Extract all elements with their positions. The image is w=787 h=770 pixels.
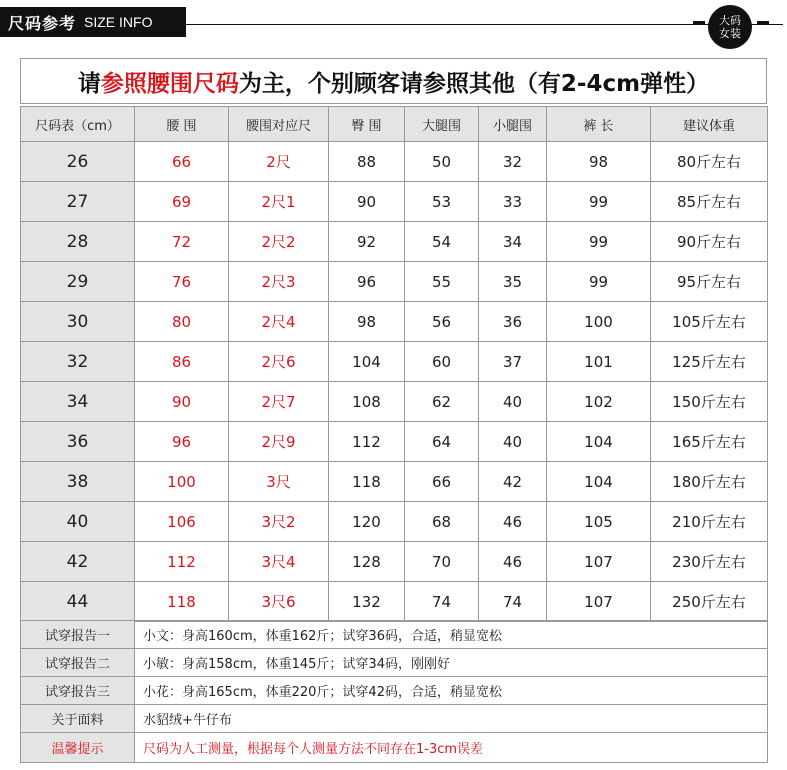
column-header: 裤 长 xyxy=(547,107,651,142)
table-row xyxy=(21,462,768,502)
table-cell: 2尺 xyxy=(229,142,329,182)
table-cell: 118 xyxy=(135,582,229,622)
column-header: 尺码表（cm） xyxy=(21,107,135,142)
page-header xyxy=(0,0,787,52)
table-cell: 98 xyxy=(547,142,651,182)
table-cell: 36 xyxy=(479,302,547,342)
table-cell: 100 xyxy=(547,302,651,342)
table-cell: 96 xyxy=(135,422,229,462)
table-row xyxy=(21,422,768,462)
table-cell: 132 xyxy=(329,582,405,622)
table-row xyxy=(21,142,768,182)
table-cell: 3尺 xyxy=(229,462,329,502)
note-value: 水貂绒+牛仔布 xyxy=(135,705,768,733)
note-value: 小花：身高165cm，体重220斤；试穿42码，合适，稍显宽松 xyxy=(135,677,768,705)
table-cell: 99 xyxy=(547,222,651,262)
table-cell: 150斤左右 xyxy=(651,382,768,422)
table-cell: 102 xyxy=(547,382,651,422)
column-header: 建议体重 xyxy=(651,107,768,142)
column-header: 大腿围 xyxy=(405,107,479,142)
note-label: 试穿报告一 xyxy=(21,621,135,649)
table-cell: 105斤左右 xyxy=(651,302,768,342)
note-label: 试穿报告二 xyxy=(21,649,135,677)
header-divider xyxy=(186,24,783,25)
section-title-en: SIZE INFO xyxy=(84,14,153,30)
note-row xyxy=(21,677,768,705)
table-cell: 2尺7 xyxy=(229,382,329,422)
note-value: 小文：身高160cm，体重162斤；试穿36码，合适，稍显宽松 xyxy=(135,621,768,649)
note-row xyxy=(21,649,768,677)
table-cell: 105 xyxy=(547,502,651,542)
category-badge xyxy=(708,5,752,49)
table-cell: 90斤左右 xyxy=(651,222,768,262)
note-value: 尺码为人工测量，根据每个人测量方法不同存在1-3cm误差 xyxy=(135,733,768,763)
notice-text-highlight: 参照腰围尺码 xyxy=(100,70,239,97)
column-header: 腰围对应尺 xyxy=(229,107,329,142)
table-row xyxy=(21,262,768,302)
table-cell: 112 xyxy=(329,422,405,462)
size-label-cell: 26 xyxy=(21,142,135,182)
table-cell: 90 xyxy=(135,382,229,422)
table-cell: 80斤左右 xyxy=(651,142,768,182)
table-cell: 120 xyxy=(329,502,405,542)
table-cell: 33 xyxy=(479,182,547,222)
table-cell: 99 xyxy=(547,262,651,302)
table-cell: 80 xyxy=(135,302,229,342)
size-label-cell: 34 xyxy=(21,382,135,422)
column-header: 小腿围 xyxy=(479,107,547,142)
table-cell: 107 xyxy=(547,582,651,622)
notes-table xyxy=(20,620,768,763)
table-cell: 92 xyxy=(329,222,405,262)
section-title-tab xyxy=(0,7,186,37)
table-cell: 56 xyxy=(405,302,479,342)
table-cell: 60 xyxy=(405,342,479,382)
note-row xyxy=(21,705,768,733)
table-cell: 40 xyxy=(479,422,547,462)
table-cell: 98 xyxy=(329,302,405,342)
table-row xyxy=(21,542,768,582)
table-cell: 90 xyxy=(329,182,405,222)
table-row xyxy=(21,342,768,382)
table-cell: 66 xyxy=(405,462,479,502)
table-cell: 250斤左右 xyxy=(651,582,768,622)
table-cell: 42 xyxy=(479,462,547,502)
size-label-cell: 44 xyxy=(21,582,135,622)
table-cell: 3尺4 xyxy=(229,542,329,582)
table-cell: 112 xyxy=(135,542,229,582)
size-label-cell: 38 xyxy=(21,462,135,502)
table-cell: 72 xyxy=(135,222,229,262)
table-cell: 46 xyxy=(479,502,547,542)
table-row xyxy=(21,222,768,262)
table-cell: 66 xyxy=(135,142,229,182)
table-cell: 165斤左右 xyxy=(651,422,768,462)
table-cell: 2尺3 xyxy=(229,262,329,302)
size-label-cell: 29 xyxy=(21,262,135,302)
table-cell: 55 xyxy=(405,262,479,302)
table-cell: 74 xyxy=(479,582,547,622)
table-cell: 3尺6 xyxy=(229,582,329,622)
size-label-cell: 32 xyxy=(21,342,135,382)
table-cell: 62 xyxy=(405,382,479,422)
note-row xyxy=(21,621,768,649)
table-cell: 128 xyxy=(329,542,405,582)
size-label-cell: 40 xyxy=(21,502,135,542)
table-cell: 69 xyxy=(135,182,229,222)
table-cell: 125斤左右 xyxy=(651,342,768,382)
table-cell: 96 xyxy=(329,262,405,302)
table-cell: 37 xyxy=(479,342,547,382)
size-table-header-row xyxy=(21,107,768,142)
section-title-zh: 尺码参考 xyxy=(8,13,77,33)
table-cell: 76 xyxy=(135,262,229,302)
notice-text-2: 为主，个别顾客请参照其他（有2-4cm弹性） xyxy=(238,70,710,97)
table-cell: 101 xyxy=(547,342,651,382)
table-cell: 2尺6 xyxy=(229,342,329,382)
table-cell: 104 xyxy=(547,422,651,462)
table-cell: 118 xyxy=(329,462,405,502)
size-label-cell: 42 xyxy=(21,542,135,582)
table-cell: 100 xyxy=(135,462,229,502)
size-table-body xyxy=(21,142,768,622)
size-label-cell: 28 xyxy=(21,222,135,262)
table-cell: 180斤左右 xyxy=(651,462,768,502)
table-row xyxy=(21,302,768,342)
header-divider-accent-right xyxy=(757,21,769,24)
table-cell: 210斤左右 xyxy=(651,502,768,542)
table-cell: 34 xyxy=(479,222,547,262)
notice-text-1: 请 xyxy=(77,70,101,97)
table-cell: 50 xyxy=(405,142,479,182)
note-value: 小敏：身高158cm，体重145斤；试穿34码，刚刚好 xyxy=(135,649,768,677)
table-cell: 108 xyxy=(329,382,405,422)
table-cell: 99 xyxy=(547,182,651,222)
note-row xyxy=(21,733,768,763)
table-row xyxy=(21,502,768,542)
column-header: 臀 围 xyxy=(329,107,405,142)
table-cell: 53 xyxy=(405,182,479,222)
table-cell: 3尺2 xyxy=(229,502,329,542)
note-label: 关于面料 xyxy=(21,705,135,733)
table-cell: 35 xyxy=(479,262,547,302)
badge-line-1: 大码 xyxy=(719,14,741,27)
table-cell: 2尺2 xyxy=(229,222,329,262)
table-cell: 95斤左右 xyxy=(651,262,768,302)
size-label-cell: 30 xyxy=(21,302,135,342)
table-cell: 70 xyxy=(405,542,479,582)
table-cell: 2尺1 xyxy=(229,182,329,222)
table-cell: 68 xyxy=(405,502,479,542)
size-label-cell: 36 xyxy=(21,422,135,462)
note-label: 试穿报告三 xyxy=(21,677,135,705)
table-cell: 86 xyxy=(135,342,229,382)
table-cell: 104 xyxy=(329,342,405,382)
table-row xyxy=(21,582,768,622)
table-cell: 40 xyxy=(479,382,547,422)
table-cell: 54 xyxy=(405,222,479,262)
badge-line-2: 女装 xyxy=(719,27,741,40)
table-cell: 74 xyxy=(405,582,479,622)
size-notice-banner xyxy=(20,58,767,104)
size-table xyxy=(20,106,768,622)
table-cell: 104 xyxy=(547,462,651,502)
table-row xyxy=(21,182,768,222)
table-cell: 230斤左右 xyxy=(651,542,768,582)
table-cell: 46 xyxy=(479,542,547,582)
table-cell: 32 xyxy=(479,142,547,182)
table-cell: 106 xyxy=(135,502,229,542)
table-cell: 2尺4 xyxy=(229,302,329,342)
table-cell: 107 xyxy=(547,542,651,582)
table-cell: 85斤左右 xyxy=(651,182,768,222)
column-header: 腰 围 xyxy=(135,107,229,142)
table-row xyxy=(21,382,768,422)
header-divider-accent-left xyxy=(693,21,705,24)
table-cell: 2尺9 xyxy=(229,422,329,462)
note-label: 温馨提示 xyxy=(21,733,135,763)
table-cell: 64 xyxy=(405,422,479,462)
table-cell: 88 xyxy=(329,142,405,182)
size-label-cell: 27 xyxy=(21,182,135,222)
